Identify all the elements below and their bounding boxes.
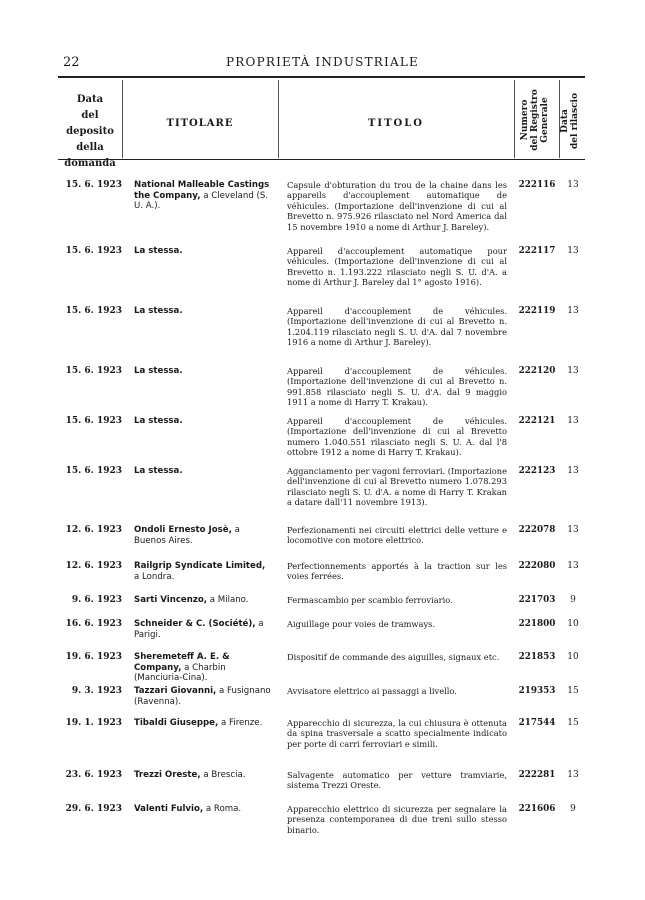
holder: [134, 525, 272, 546]
patent-title: Apparecchio elettrico di sicurezza per segnalare la presenza contemporanea di due treni sullo stesso binario.: [287, 804, 507, 835]
header-release: [560, 86, 582, 156]
holder-place: a Fusignano (Ravenna).: [134, 686, 271, 707]
holder: [134, 804, 272, 815]
patent-title: Appareil d'accouplement de véhicules. (Importazione dell'invenzione di cui al Brevetto numero 1.040.551 rilasciato negli S. U. A. dal l'8 ottobre 1912 a nome di Harry T. Krakau).: [287, 416, 507, 458]
deposit-date: 9. 6. 1923: [71, 595, 122, 605]
release-day: 13: [567, 770, 579, 780]
running-head: PROPRIETÀ INDUSTRIALE: [226, 55, 419, 69]
holder: [134, 466, 272, 477]
patent-title: Fermascambio per scambio ferroviario.: [287, 595, 453, 605]
release-day: 13: [567, 466, 579, 476]
release-day: 15: [567, 718, 579, 728]
deposit-date: 15. 6. 1923: [65, 366, 122, 376]
deposit-date: 23. 6. 1923: [65, 770, 122, 780]
header-title: TITOLO: [367, 118, 424, 129]
holder-place: a Parigi.: [134, 619, 264, 640]
patent-title: Aiguillage pour voies de tramways.: [287, 619, 436, 629]
holder-name: Trezzi Oreste,: [134, 770, 201, 780]
header-number-line: del Registro: [530, 89, 540, 151]
release-day: 13: [567, 180, 579, 190]
patent-title: Avvisatore elettrico ai passaggi a livello.: [287, 686, 457, 696]
holder-name: La stessa.: [134, 366, 183, 376]
holder-place: a Milano.: [207, 595, 249, 605]
holder: [134, 306, 272, 317]
release-day: 10: [567, 619, 579, 629]
register-number: 221853: [518, 652, 556, 662]
column-divider: [278, 80, 279, 158]
deposit-date: 9. 3. 1923: [71, 686, 122, 696]
holder-place: a Brescia.: [200, 770, 246, 780]
register-number: 222281: [518, 770, 556, 780]
column-divider: [122, 80, 123, 158]
header-release-line: Data: [560, 109, 570, 133]
holder-name: Schneider & C. (Société),: [134, 619, 256, 629]
release-day: 13: [567, 525, 579, 535]
patent-title: Appareil d'accouplement de véhicules. (Importazione dell'invenzione di cui al Brevetto n. 1.204.119 rilasciato negli S. U. d'A. dal 7 novembre 1916 a nome di Arthur J. Bareley).: [287, 306, 507, 348]
page-number: 22: [63, 55, 80, 70]
release-day: 15: [567, 686, 579, 696]
register-number: 221800: [518, 619, 556, 629]
holder: [134, 770, 272, 781]
patent-title: Dispositif de commande des aiguilles, signaux etc.: [287, 652, 500, 662]
holder-place: a Buenos Aires.: [134, 525, 240, 546]
patent-title: Agganciamento per vagoni ferroviari. (Importazione dell'invenzione di cui al Brevetto numero 1.078.293 rilasciato negli S. U. d'A. a nome di Harry T. Krakan a datare dall'11 novembre 1913).: [287, 466, 507, 508]
holder: [134, 652, 272, 684]
patent-title: Perfezionamenti nei circuiti elettrici delle vetture e locomotive con motore elettrico.: [287, 525, 507, 546]
release-day: 13: [567, 306, 579, 316]
holder-name: La stessa.: [134, 306, 183, 316]
deposit-date: 15. 6. 1923: [65, 306, 122, 316]
holder-name: Valenti Fulvio,: [134, 804, 204, 814]
deposit-date: 12. 6. 1923: [65, 561, 122, 571]
register-number: 222123: [518, 466, 556, 476]
holder-name: La stessa.: [134, 246, 183, 256]
header-holder: TITOLARE: [166, 118, 234, 129]
header-number-line: Numero: [520, 99, 530, 141]
header-release-line: del rilascio: [570, 93, 580, 149]
register-number: 219353: [518, 686, 556, 696]
register-number: 221606: [518, 804, 556, 814]
holder-place: a Firenze.: [218, 718, 263, 728]
deposit-date: 19. 6. 1923: [65, 652, 122, 662]
register-number: 222080: [518, 561, 556, 571]
release-day: 9: [570, 804, 576, 814]
deposit-date: 15. 6. 1923: [65, 246, 122, 256]
header-date-line: Data: [76, 94, 104, 105]
holder-name: La stessa.: [134, 466, 183, 476]
holder-name: Sheremeteff A. E. & Company,: [134, 652, 230, 673]
deposit-date: 12. 6. 1923: [65, 525, 122, 535]
release-day: 9: [570, 595, 576, 605]
release-day: 10: [567, 652, 579, 662]
holder: [134, 180, 272, 212]
holder-place: a Londra.: [134, 571, 175, 582]
holder: [134, 561, 272, 582]
deposit-date: 19. 1. 1923: [65, 718, 122, 728]
patent-title: Appareil d'accouplement de véhicules. (Importazione dell'invenzione di cui al Brevetto n. 991.858 rilasciato negli S. U. d'A. dal 9 maggio 1911 a nome di Harry T. Krakau).: [287, 366, 507, 408]
patent-title: Salvagente automatico per vetture tramviarie, sistema Trezzi Oreste.: [287, 770, 507, 791]
holder-place: a Cleveland (S. U. A.).: [134, 190, 269, 211]
holder-name: National Malleable Castings the Company,: [134, 180, 270, 201]
holder: [134, 619, 272, 640]
patent-title: Capsule d'obturation du trou de la chaine dans les appareils d'accouplement automatique de véhicules. (Importazione dell'invenzione di cui al Brevetto n. 975.926 rilasciato nel Nord America dal 15 novembre 1910 a nome di Arthur J. Bareley).: [287, 180, 507, 232]
header-rule: [58, 159, 585, 160]
holder: [134, 595, 272, 606]
deposit-date: 16. 6. 1923: [65, 619, 122, 629]
holder-name: Tibaldi Giuseppe,: [134, 718, 219, 728]
header-date: [60, 92, 120, 172]
holder-place: a Roma.: [203, 804, 242, 814]
header-date-line: domanda: [64, 158, 116, 169]
top-rule: [58, 76, 585, 78]
register-number: 222121: [518, 416, 556, 426]
holder: [134, 718, 272, 729]
release-day: 13: [567, 561, 579, 571]
deposit-date: 15. 6. 1923: [65, 416, 122, 426]
register-number: 217544: [518, 718, 556, 728]
holder-name: Sarti Vincenzo,: [134, 595, 208, 605]
release-day: 13: [567, 246, 579, 256]
holder-place: a Charbin (Manciuria-Cina).: [134, 662, 226, 683]
column-divider: [514, 80, 515, 158]
holder: [134, 416, 272, 427]
register-number: 221703: [518, 595, 556, 605]
deposit-date: 15. 6. 1923: [65, 180, 122, 190]
header-date-line: della: [76, 142, 104, 153]
patent-title: Apparecchio di sicurezza, la cui chiusura è ottenuta da spina trasversale a scatto specialmente indicato per porte di carri ferroviari e simili.: [287, 718, 507, 749]
holder-name: Railgrip Syndicate Limited,: [134, 561, 266, 571]
release-day: 13: [567, 416, 579, 426]
header-number: [520, 80, 552, 160]
register-number: 222119: [518, 306, 556, 316]
register-number: 222117: [518, 246, 556, 256]
header-number-line: Generale: [540, 97, 550, 143]
deposit-date: 15. 6. 1923: [65, 466, 122, 476]
register-number: 222120: [518, 366, 556, 376]
register-number: 222078: [518, 525, 556, 535]
holder-name: Tazzari Giovanni,: [134, 686, 217, 696]
release-day: 13: [567, 366, 579, 376]
holder: [134, 246, 272, 257]
holder-name: Ondoli Ernesto Josè,: [134, 525, 232, 535]
register-number: 222116: [518, 180, 556, 190]
holder: [134, 686, 272, 707]
header-date-line: del deposito: [66, 110, 114, 137]
holder: [134, 366, 272, 377]
deposit-date: 29. 6. 1923: [65, 804, 122, 814]
patent-title: Perfectionnements apportés à la traction sur les voies ferrées.: [287, 561, 507, 582]
patent-title: Appareil d'accouplement automatique pour véhicules. (Importazione dell'invenzione di cui al Brevetto n. 1.193.222 rilasciato negli S. U. d'A. a nome di Arthur J. Bareley dal 1° agosto 1916).: [287, 246, 507, 288]
holder-name: La stessa.: [134, 416, 183, 426]
